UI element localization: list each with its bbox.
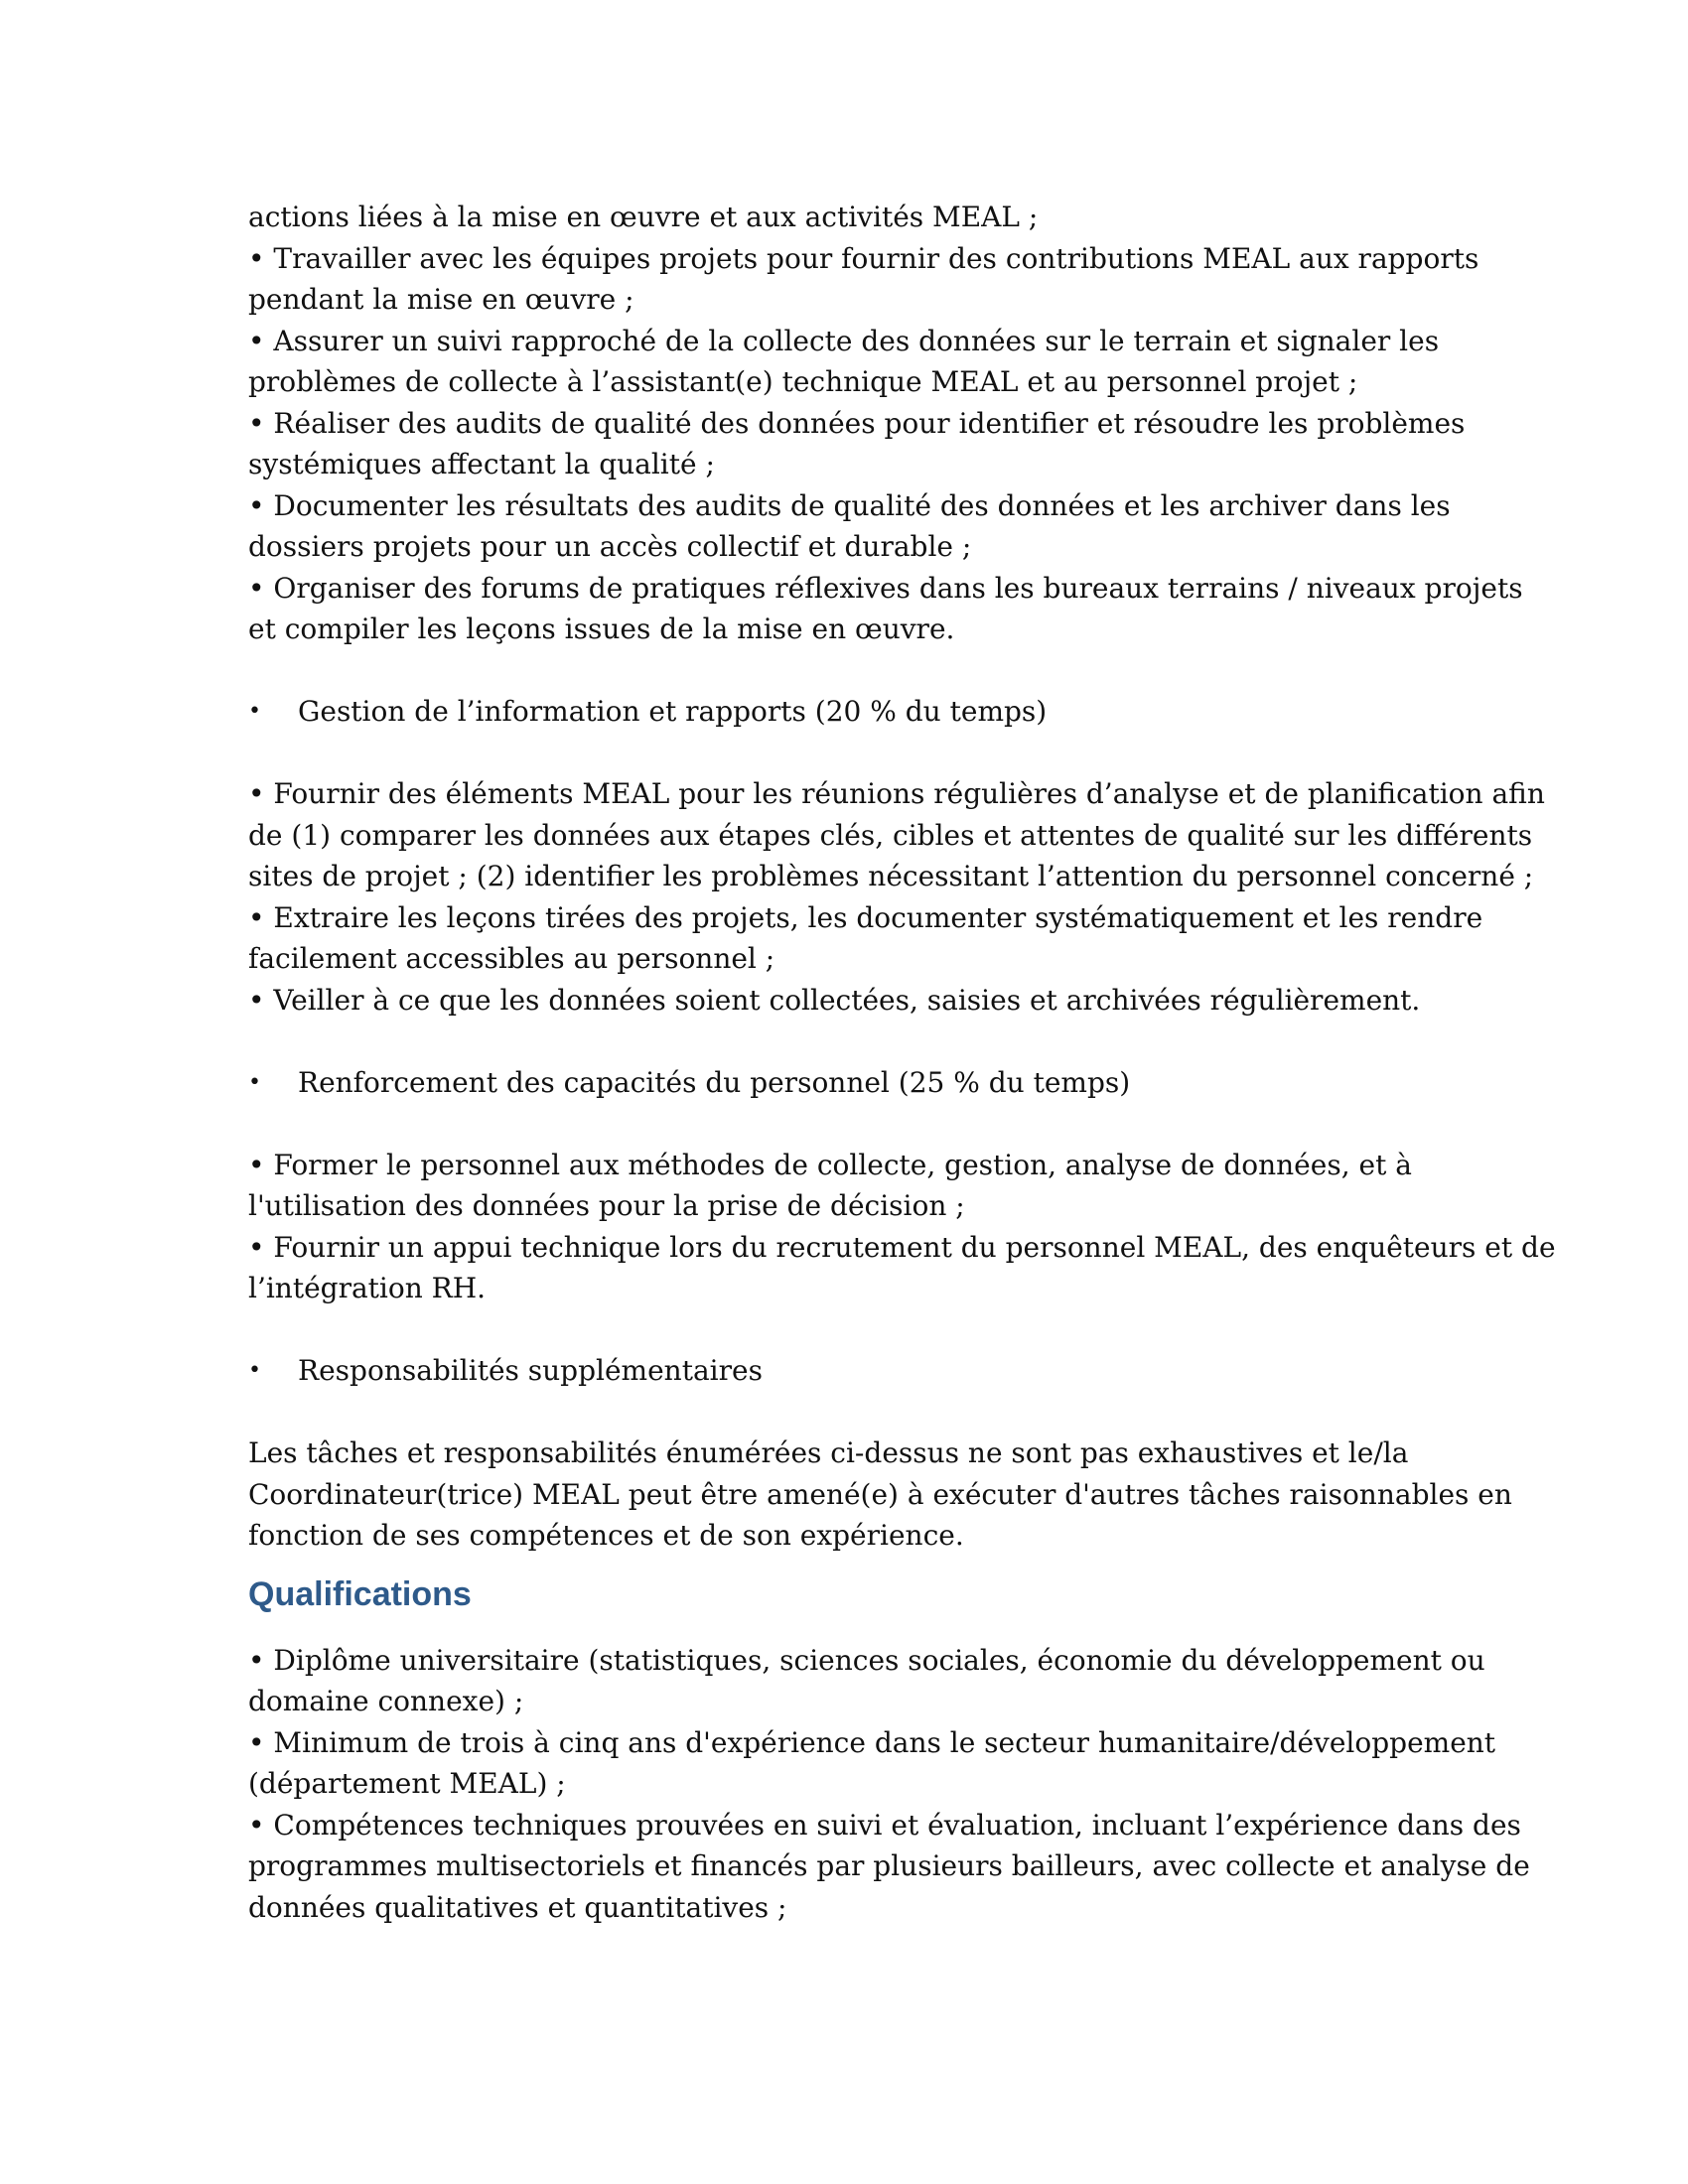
text-line: problèmes de collecte à l’assistant(e) technique MEAL et au personnel projet ; xyxy=(248,365,1358,398)
section-heading-information xyxy=(248,691,1460,733)
qualifications-heading: Qualifications xyxy=(248,1574,472,1613)
bullet-icon: • xyxy=(248,1069,261,1095)
paragraph-spacer xyxy=(248,650,1460,692)
paragraph-spacer xyxy=(248,1392,1460,1433)
text-line: Coordinateur(trice) MEAL peut être amené(e) à exécuter d'autres tâches raisonnables en xyxy=(248,1477,1512,1511)
text-line: • Minimum de trois à cinq ans d'expérience dans le secteur humanitaire/développement xyxy=(248,1725,1496,1759)
text-line: • Fournir des éléments MEAL pour les réunions régulières d’analyse et de planification afin xyxy=(248,777,1545,810)
text-line: • Fournir un appui technique lors du recrutement du personnel MEAL, des enquêteurs et de xyxy=(248,1230,1556,1264)
text-line: • Diplôme universitaire (statistiques, sciences sociales, économie du développement ou xyxy=(248,1643,1485,1677)
section-extra-body xyxy=(248,1433,1512,1557)
text-line: domaine connexe) ; xyxy=(248,1685,524,1717)
bullet-icon: • xyxy=(248,699,261,724)
paragraph-spacer xyxy=(248,733,1460,774)
intro-block xyxy=(248,197,1523,650)
text-line: • Veiller à ce que les données soient collectées, saisies et archivées régulièrement. xyxy=(248,983,1421,1017)
text-line: • Organiser des forums de pratiques réflexives dans les bureaux terrains / niveaux projets xyxy=(248,571,1523,605)
text-line: l’intégration RH. xyxy=(248,1272,487,1304)
qualifications-body xyxy=(248,1640,1530,1929)
paragraph-spacer xyxy=(248,1103,1460,1145)
text-line: • Assurer un suivi rapproché de la collecte des données sur le terrain et signaler les xyxy=(248,324,1440,357)
text-line: • Compétences techniques prouvées en suivi et évaluation, incluant l’expérience dans des xyxy=(248,1808,1521,1842)
text-line: • Former le personnel aux méthodes de collecte, gestion, analyse de données, et à xyxy=(248,1148,1412,1181)
text-line: facilement accessibles au personnel ; xyxy=(248,942,775,975)
document-body xyxy=(248,197,1556,1928)
paragraph-spacer xyxy=(248,1021,1460,1062)
text-line: données qualitatives et quantitatives ; xyxy=(248,1890,787,1924)
text-line: systémiques affectant la qualité ; xyxy=(248,448,715,480)
text-line: (département MEAL) ; xyxy=(248,1767,566,1800)
text-line: actions liées à la mise en œuvre et aux activités MEAL ; xyxy=(248,201,1039,233)
section-heading-capacity xyxy=(248,1062,1460,1104)
text-line: pendant la mise en œuvre ; xyxy=(248,283,634,316)
text-line: l'utilisation des données pour la prise de décision ; xyxy=(248,1189,965,1222)
section-heading-text: Responsabilités supplémentaires xyxy=(298,1354,763,1387)
section-heading-extra xyxy=(248,1350,1460,1392)
text-line: • Documenter les résultats des audits de qualité des données et les archiver dans les xyxy=(248,488,1451,522)
text-line: • Extraire les leçons tirées des projets, les documenter systématiquement et les rendre xyxy=(248,900,1483,934)
paragraph-spacer xyxy=(248,1309,1460,1351)
text-line: sites de projet ; (2) identifier les problèmes nécessitant l’attention du personnel concerné ; xyxy=(248,860,1534,892)
text-line: programmes multisectoriels et financés par plusieurs bailleurs, avec collecte et analyse de xyxy=(248,1849,1530,1882)
bullet-icon: • xyxy=(248,1358,261,1383)
text-line: de (1) comparer les données aux étapes clés, cibles et attentes de qualité sur les différents xyxy=(248,818,1533,852)
text-line: et compiler les leçons issues de la mise en œuvre. xyxy=(248,613,955,645)
section-heading-text: Gestion de l’information et rapports (20 % du temps) xyxy=(298,695,1048,728)
section-information-body xyxy=(248,773,1545,1021)
section-heading-text: Renforcement des capacités du personnel (25 % du temps) xyxy=(298,1065,1131,1099)
text-line: • Réaliser des audits de qualité des données pour identifier et résoudre les problèmes xyxy=(248,406,1466,440)
text-line: dossiers projets pour un accès collectif et durable ; xyxy=(248,530,972,563)
section-capacity-body xyxy=(248,1145,1556,1309)
text-line: Les tâches et responsabilités énumérées ci-dessus ne sont pas exhaustives et le/la xyxy=(248,1436,1409,1469)
text-line: • Travailler avec les équipes projets pour fournir des contributions MEAL aux rapports xyxy=(248,241,1479,275)
text-line: fonction de ses compétences et de son expérience. xyxy=(248,1519,964,1552)
